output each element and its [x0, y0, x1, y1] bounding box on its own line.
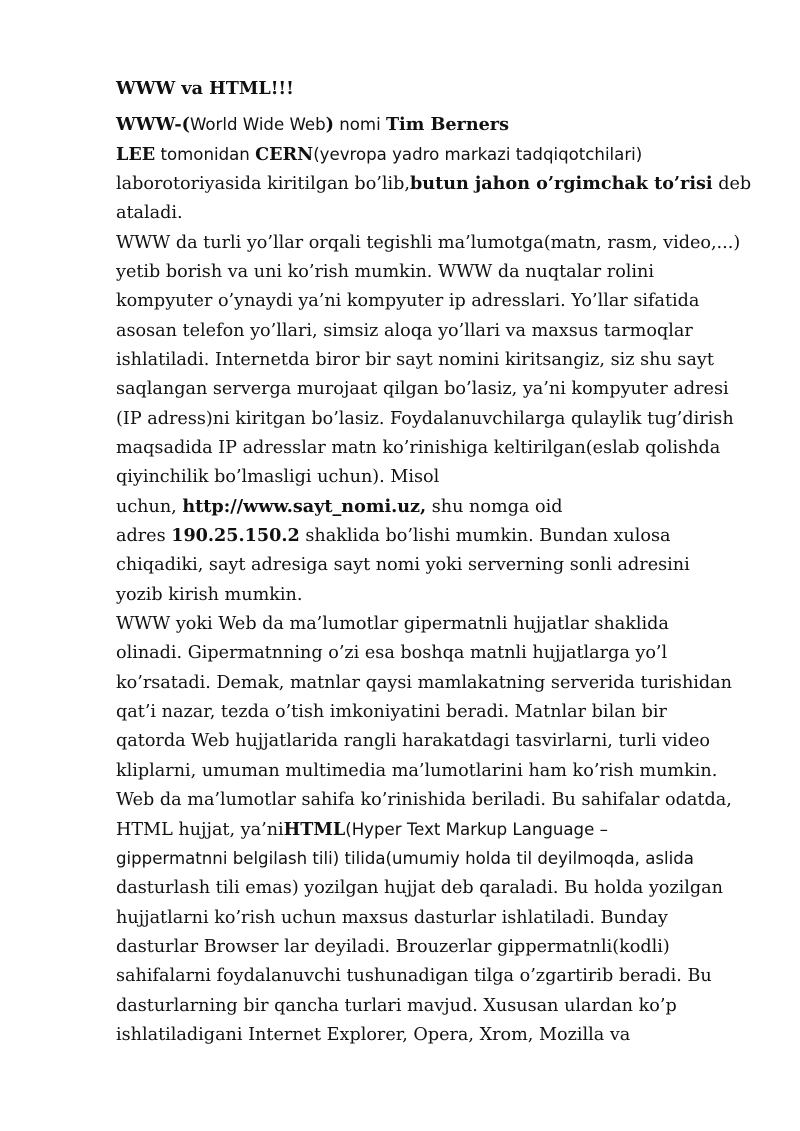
text-line: ishlatiladigani Internet Explorer, Opera, Xrom, Mozilla va	[116, 1025, 631, 1045]
text-line: sahifalarni foydalanuvchi tushunadigan tilga o’zgartirib beradi. Bu	[116, 966, 712, 986]
text-line: LEE tomonidan CERN(yevropa yadro markazi tadqiqotchilari)	[116, 144, 643, 165]
url-text: http://www.sayt_nomi.uz,	[182, 496, 427, 517]
text-line: WWW yoki Web da ma’lumotlar gipermatnli hujjatlar shaklida	[116, 614, 669, 634]
text-line: saqlangan serverga murojaat qilgan bo’lasiz, ya’ni kompyuter adresi	[116, 379, 729, 399]
text-line: kompyuter o’ynaydi ya’ni kompyuter ip adresslari. Yo’llar sifatida	[116, 291, 700, 311]
text-line: maqsadida IP adresslar matn ko’rinishiga keltirilgan(eslab qolishda	[116, 438, 721, 458]
document-heading: WWW va HTML!!!	[116, 78, 294, 99]
text-line: uchun, http://www.sayt_nomi.uz, shu nomga oid	[116, 496, 563, 517]
text-line: qiyinchilik bo’lmasligi uchun). Misol	[116, 467, 440, 487]
text-line: yozib kirish mumkin.	[116, 585, 303, 605]
text-line: dasturlarning bir qancha turlari mavjud. Xususan ulardan ko’p	[116, 996, 677, 1016]
text-line: adres 190.25.150.2 shaklida bo’lishi mumkin. Bundan xulosa	[116, 525, 671, 546]
text-line: laborotoriyasida kiritilgan bo’lib,butun jahon o’rgimchak to’risi deb	[116, 173, 752, 194]
text-line: HTML hujjat, ya’niHTML(Hyper Text Markup Language –	[116, 819, 608, 840]
text-line: yetib borish va uni ko’rish mumkin. WWW da nuqtalar rolini	[116, 262, 654, 282]
ip-address-text: 190.25.150.2	[171, 525, 300, 546]
text-line: ataladi.	[116, 203, 183, 223]
text-line: hujjatlarni ko’rish uchun maxsus dasturlar ishlatiladi. Bunday	[116, 908, 668, 928]
text-line: dasturlar Browser lar deyiladi. Brouzerlar gippermatnli(kodli)	[116, 937, 670, 957]
text-line: (IP adress)ni kiritgan bo’lasiz. Foydalanuvchilarga qulaylik tug’dirish	[116, 409, 734, 429]
text-line: ishlatiladi. Internetda biror bir sayt nomini kiritsangiz, siz shu sayt	[116, 350, 714, 370]
text-line: gippermatnni belgilash tili) tilida(umumiy holda til deyilmoqda, aslida	[116, 849, 694, 868]
text-line: olinadi. Gipermatnning o’zi esa boshqa matnli hujjatlarga yo’l	[116, 643, 668, 663]
text-line: kliplarni, umuman multimedia ma’lumotlarini ham ko’rish mumkin.	[116, 761, 718, 781]
text-line: ko’rsatadi. Demak, matnlar qaysi mamlakatning serverida turishidan	[116, 673, 733, 693]
text-line: chiqadiki, sayt adresiga sayt nomi yoki serverning sonli adresini	[116, 555, 690, 575]
text-line: WWW da turli yo’llar orqali tegishli ma’lumotga(matn, rasm, video,...)	[116, 233, 741, 253]
text-line: qat’i nazar, tezda o’tish imkoniyatini beradi. Matnlar bilan bir	[116, 702, 667, 722]
text-line: dasturlash tili emas) yozilgan hujjat deb qaraladi. Bu holda yozilgan	[116, 878, 723, 898]
text-line: Web da ma’lumotlar sahifa ko’rinishida beriladi. Bu sahifalar odatda,	[116, 790, 732, 810]
text-line: asosan telefon yo’llari, simsiz aloqa yo’llari va maxsus tarmoqlar	[116, 321, 693, 341]
text-line: qatorda Web hujjatlarida rangli harakatdagi tasvirlarni, turli video	[116, 731, 710, 751]
text-line: WWW-(World Wide Web) nomi Tim Berners	[116, 114, 509, 135]
